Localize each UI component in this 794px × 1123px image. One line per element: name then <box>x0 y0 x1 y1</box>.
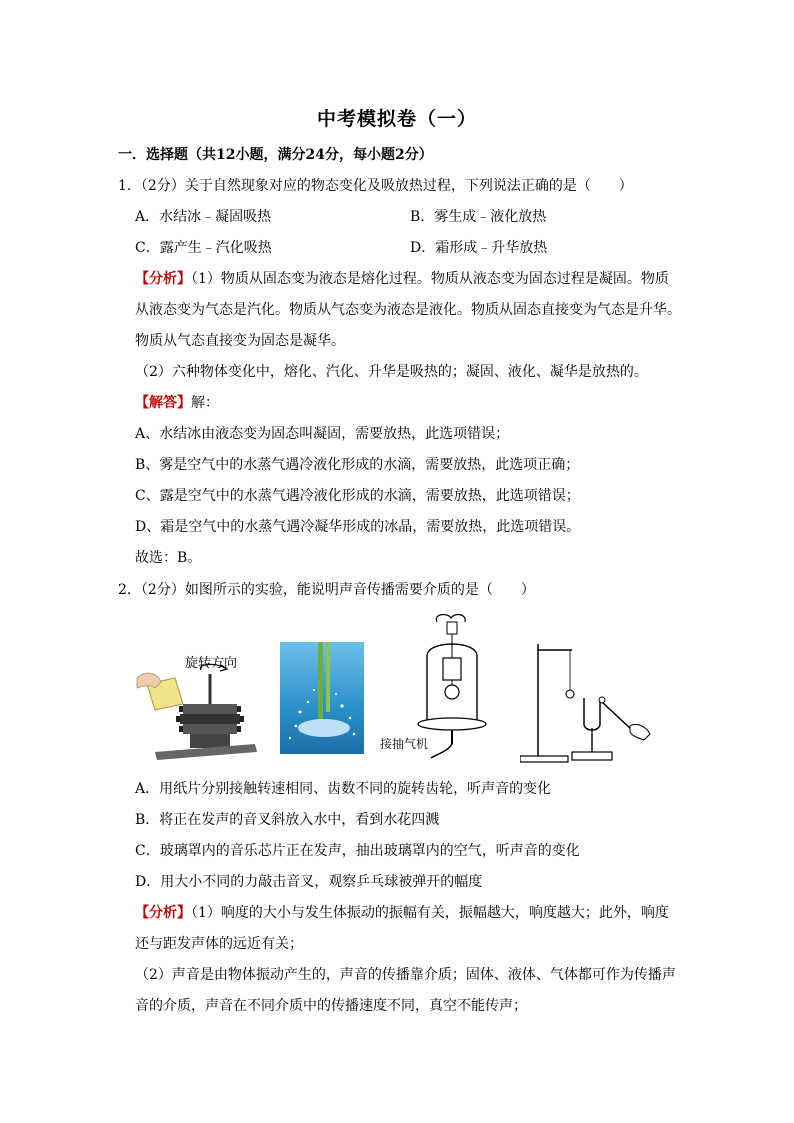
q2-option-a: A．用纸片分别接触转速相同、齿数不同的旋转齿轮，听声音的变化 <box>135 781 552 797</box>
q2-analysis-tag: 【分析】 <box>135 905 191 921</box>
q2-figures <box>135 612 655 772</box>
q1-answer-line-d: D、霜是空气中的水蒸气遇冷凝华形成的冰晶，需要放热，此选项错误。 <box>135 519 581 535</box>
q2-option-b: B．将正在发声的音叉斜放入水中，看到水花四溅 <box>135 812 440 828</box>
q1-option-b: B．雾生成﹣液化放热 <box>410 209 547 225</box>
q2-analysis-line-4: 音的介质，声音在不同介质中的传播速度不同，真空不能传声； <box>135 998 527 1014</box>
q1-stem: 1．（2分）关于自然现象对应的物态变化及吸放热过程，下列说法正确的是（ ） <box>118 178 633 194</box>
q1-analysis-line-3: 物质从气态直接变为固态是凝华。 <box>135 333 345 349</box>
q1-answer-line-b: B、雾是空气中的水蒸气遇冷液化形成的水滴，需要放热，此选项正确； <box>135 457 580 473</box>
section-heading: 一．选择题（共12小题，满分24分，每小题2分） <box>118 147 433 163</box>
q1-analysis-tag: 【分析】 <box>135 271 191 287</box>
page-title: 中考模拟卷（一） <box>316 108 477 130</box>
q1-analysis-line-4: （2）六种物体变化中，熔化、汽化、升华是吸热的；凝固、液化、凝华是放热的。 <box>135 364 648 380</box>
q2-stem: 2．（2分）如图所示的实验，能说明声音传播需要介质的是（ ） <box>118 582 535 598</box>
q2-analysis-line-2: 还与距发声体的远近有关； <box>135 936 303 952</box>
q2-option-d: D．用大小不同的力敲击音叉，观察乒乓球被弹开的幅度 <box>135 874 483 890</box>
q2-analysis-line-3: （2）声音是由物体振动产生的，声音的传播靠介质；固体、液体、气体都可作为传播声 <box>135 967 676 983</box>
tuning-fork-ball-figure <box>520 640 655 770</box>
pump-label: 接抽气机 <box>380 737 429 751</box>
q1-answer-header: 【解答】解： <box>135 395 219 411</box>
gear-figure <box>135 612 265 772</box>
rotation-direction-label: 旋转方向 <box>185 656 238 671</box>
q1-analysis-line-2: 从液态变为气态是汽化。物质从气态变为液态是液化。物质从固态直接变为气态是升华。 <box>135 302 681 318</box>
q2-analysis-line-1: 【分析】（1）响度的大小与发生体振动的振幅有关，振幅越大，响度越大；此外，响度 <box>135 905 669 921</box>
q1-answer-line-a: A、水结冰由液态变为固态叫凝固，需要放热，此选项错误； <box>135 426 510 442</box>
tuning-fork-water-figure <box>280 642 364 754</box>
q1-option-d: D．霜形成﹣升华放热 <box>410 240 548 256</box>
q1-answer-line-c: C、露是空气中的水蒸气遇冷液化形成的水滴，需要放热，此选项错误； <box>135 488 580 504</box>
q2-option-c: C．玻璃罩内的音乐芯片正在发声，抽出玻璃罩内的空气，听声音的变化 <box>135 843 580 859</box>
q1-answer-choice: 故选：B。 <box>135 550 202 566</box>
q1-answer-tag: 【解答】 <box>135 395 191 411</box>
q1-analysis-line-1: 【分析】（1）物质从固态变为液态是熔化过程。物质从液态变为固态过程是凝固。物质 <box>135 271 669 287</box>
q1-option-a: A．水结冰﹣凝固吸热 <box>135 209 272 225</box>
q1-option-c: C．露产生﹣汽化吸热 <box>135 240 272 256</box>
